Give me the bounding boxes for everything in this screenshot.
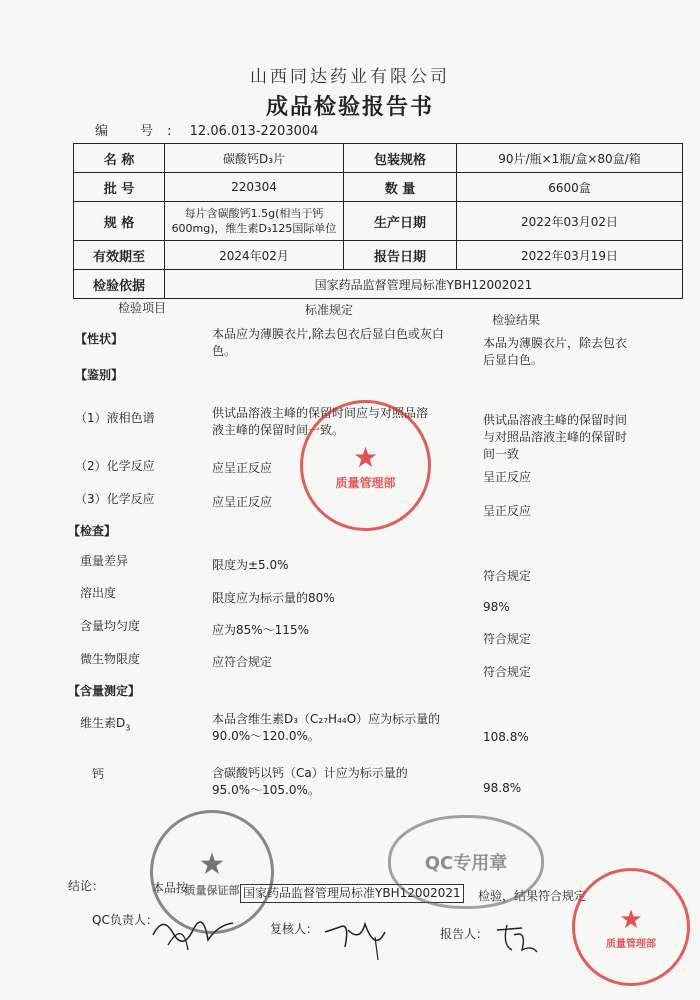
company-name: 山西同达药业有限公司 — [250, 67, 450, 87]
prod-date-label: 生产日期 — [344, 202, 457, 241]
conclusion-prefix: 本品按 — [152, 881, 189, 895]
basis-label: 检验依据 — [74, 270, 165, 299]
xingzhuang-standard: 本品应为薄膜衣片,除去包衣后显白色或灰白色。 — [212, 327, 444, 358]
report-date-label: 报告日期 — [344, 241, 457, 270]
quality-assurance-stamp: ★ 质量保证部 — [150, 810, 274, 934]
pack-value: 90片/瓶×1瓶/盒×80盒/箱 — [457, 144, 683, 173]
weight-label: 重量差异 — [80, 554, 129, 568]
vitd3-label-text: 维生素D — [80, 716, 126, 730]
weight-result: 符合规定 — [483, 569, 532, 583]
uniformity-standard: 应为85%～115% — [212, 623, 309, 637]
section-xingzhuang: 【性状】 — [75, 332, 124, 346]
name-value: 碳酸钙D₃片 — [165, 144, 344, 173]
conclusion-label: 结论： — [68, 879, 105, 893]
xingzhuang-result: 本品为薄膜衣片，除去包衣后显白色。 — [483, 336, 628, 367]
star-icon: ★ — [198, 846, 226, 882]
vitd3-label-sub: 3 — [125, 723, 131, 733]
reporter-label: 报告人： — [440, 927, 489, 941]
hplc-label: （1）液相色谱 — [75, 411, 155, 425]
dissolution-result: 98% — [483, 600, 510, 614]
section-jianbie: 【鉴别】 — [75, 368, 124, 382]
col-standard-header: 标准规定 — [305, 303, 354, 317]
product-info-table — [73, 143, 683, 299]
qc-label: QC负责人： — [92, 913, 158, 927]
basis-value: 国家药品监督管理局标准YBH12002021 — [165, 270, 683, 299]
qty-label: 数 量 — [344, 173, 457, 202]
hplc-result: 供试品溶液主峰的保留时间与对照品溶液主峰的保留时间一致 — [483, 413, 628, 461]
hplc-standard: 供试品溶液主峰的保留时间应与对照品溶液主峰的保留时间一致。 — [212, 406, 429, 437]
vitd3-result: 108.8% — [483, 730, 529, 744]
pack-label: 包装规格 — [344, 144, 457, 173]
batch-label: 批 号 — [74, 173, 165, 202]
chem2-label: （2）化学反应 — [75, 459, 155, 473]
calcium-standard: 含碳酸钙以钙（Ca）计应为标示量的95.0%～105.0%。 — [212, 766, 408, 797]
vitd3-label — [80, 715, 130, 736]
report-date-value: 2022年03月19日 — [457, 241, 683, 270]
reviewer-label: 复核人： — [270, 922, 319, 936]
spec-label: 规 格 — [74, 202, 165, 241]
star-icon: ★ — [352, 440, 379, 474]
document-title: 成品检验报告书 — [265, 95, 434, 120]
serial-value: 12.06.013-2203004 — [189, 124, 319, 139]
reporter-signature — [492, 920, 542, 960]
name-label: 名 称 — [74, 144, 165, 173]
microbe-label: 微生物限度 — [80, 652, 141, 666]
conclusion-suffix: 检验，结果符合规定 — [478, 889, 587, 903]
chem2-standard: 应呈正反应 — [212, 461, 273, 475]
expiry-value: 2024年02月 — [165, 241, 344, 270]
spec-value: 每片含碳酸钙1.5g(相当于钙600mg)，维生素D₃125国际单位 — [165, 202, 344, 241]
calcium-result: 98.8% — [483, 781, 522, 795]
calcium-label: 钙 — [92, 767, 105, 781]
microbe-standard: 应符合规定 — [212, 655, 273, 669]
quality-department-stamp: ★ 质量管理部 — [300, 400, 431, 531]
uniformity-result: 符合规定 — [483, 632, 532, 646]
conclusion-standard: 国家药品监督管理局标准YBH12002021 — [240, 884, 464, 903]
col-result-header: 检验结果 — [492, 313, 541, 327]
section-assay: 【含量测定】 — [68, 684, 141, 698]
qty-value: 6600盒 — [457, 173, 683, 202]
reviewer-signature — [320, 912, 390, 962]
star-icon: ★ — [619, 904, 643, 935]
chem3-result: 呈正反应 — [483, 504, 532, 518]
uniformity-label: 含量均匀度 — [80, 619, 141, 633]
prod-date-value: 2022年03月02日 — [457, 202, 683, 241]
chem3-label: （3）化学反应 — [75, 492, 155, 506]
col-item-header: 检验项目 — [118, 301, 167, 315]
chem3-standard: 应呈正反应 — [212, 495, 273, 509]
dissolution-label: 溶出度 — [80, 586, 117, 600]
vitd3-standard: 本品含维生素D₃（C₂₇H₄₄O）应为标示量的90.0%～120.0%。 — [212, 712, 441, 743]
expiry-label: 有效期至 — [74, 241, 165, 270]
qc-seal-stamp: QC专用章 — [388, 815, 544, 909]
serial-number — [95, 120, 318, 139]
supplier-quality-stamp: ★ 质量管理部 — [572, 868, 690, 986]
chem2-result: 呈正反应 — [483, 470, 532, 484]
serial-label: 编 号: — [95, 124, 186, 139]
section-jiancha: 【检查】 — [68, 524, 117, 538]
dissolution-standard: 限度应为标示量的80% — [212, 591, 335, 605]
batch-value: 220304 — [165, 173, 344, 202]
weight-standard: 限度为±5.0% — [212, 558, 289, 572]
microbe-result: 符合规定 — [483, 665, 532, 679]
